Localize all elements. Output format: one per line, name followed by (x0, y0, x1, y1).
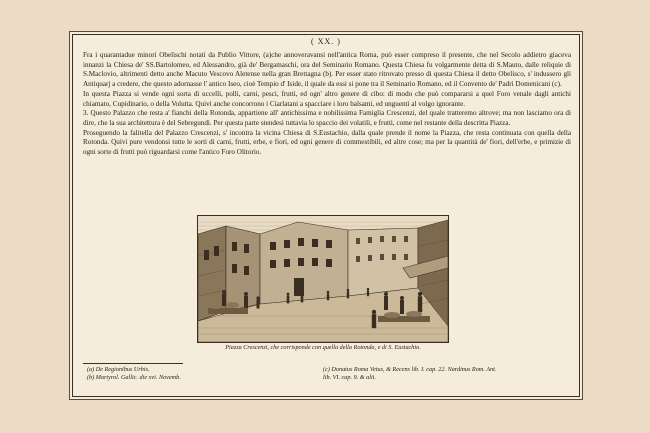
engraving-caption: Piazza Crescenzi, che corrisponde con quella della Rotonda, e di S. Eustachio. (225, 344, 421, 351)
page-number: ( XX. ) (311, 37, 341, 46)
engraving-illustration (197, 215, 449, 343)
footnote-c: (c) Donatus Roma Vetus, & Recens lib. I. cap. 22. Nardinus Rom. Ant. (323, 366, 497, 373)
footnotes-right-column (323, 366, 579, 382)
footnote-rule (83, 363, 183, 364)
paragraph-palazzo-crescenzi: 3. Questo Palazzo che resta a' fianchi della Rotonda, appartiene all' antichissima e nobilissima Famiglia Crescenzi, del quale tratteremo altrove; ma non lasciamo ora di dire, che la sua architettura è del Sebregundi. Per questa parte stendesi tuttavia lo spaccio dei volatili, e frutti, come nel restante della descritta Piazza. (83, 109, 571, 127)
footnote-b: (b) Martyrol. Gallic. die xvi. Novemb. (87, 374, 181, 382)
paragraph-sant-eustachio: Proseguendo la falitella del Palazzo Crescenzi, s' incontra la vicina Chiesa di S.Eustachio, dalla quale prende il nome la Piazza, che resta continuata con quella della Rotonda. Quivi pure vendonsi tutte le sorti di carni, frutti, erbe, e fiori, ed ogni genere di commestibili, ed altre cose; ma per la quantità de' fiori, dell'erbe, e primizie di ogni sorte di frutti può riguardarsi come l'antico Foro Olitorio. (83, 128, 571, 157)
body-text (83, 51, 571, 158)
paragraph-obelisk: Fra i quarantadue minori Obelischi notati da Publio Vittore, (a)che annoveravansi nell'antica Roma, può esser compreso il presente, che nel Secolo addietro giaceva innanzi la Chiesa de' SS.Bartolomeo, ed Alessandro, già de' Bergamaschi, ora del Seminario Romano. Questa Chiesa fu volgarmente detta di S.Mauto, dalle reliquie di S.Maclovio, altrimenti detto anche Macuto Vescovo Aletense nella gran Brettagna (b). Per esser stato ritrovato presso di questa Chiesa il detto Obelisco, s' indussero gli Antiquarj a credere, che questo adornasse l' antico Iseo, cioè Tempio d' Iside, il quale da essi si pone tra il Seminario Romano, ed il Convento de' Padri Domenicani (c). (83, 51, 571, 89)
footnotes-left-column (87, 366, 307, 382)
paragraph-piazza-market: In questa Piazza si vende ogni sorta di uccelli, polli, carni, pesci, frutti, ed ogn' altro genere di cibo: di modo che può compararsi a quel Foro venale dagli antichi chiamato, Cupidinario, o della Volutta. Quivi anche concorrono i Ciarlatani a spacciare i loro balsami, ed unguenti al volgo ignorante. (83, 89, 571, 108)
book-page (72, 34, 580, 397)
footnote-c-continued: lib. VI. cap. 9. & alii. (323, 374, 376, 382)
footnote-a: (a) De Regionibus Urbis. (87, 366, 150, 373)
engraving-drawing (198, 216, 448, 342)
